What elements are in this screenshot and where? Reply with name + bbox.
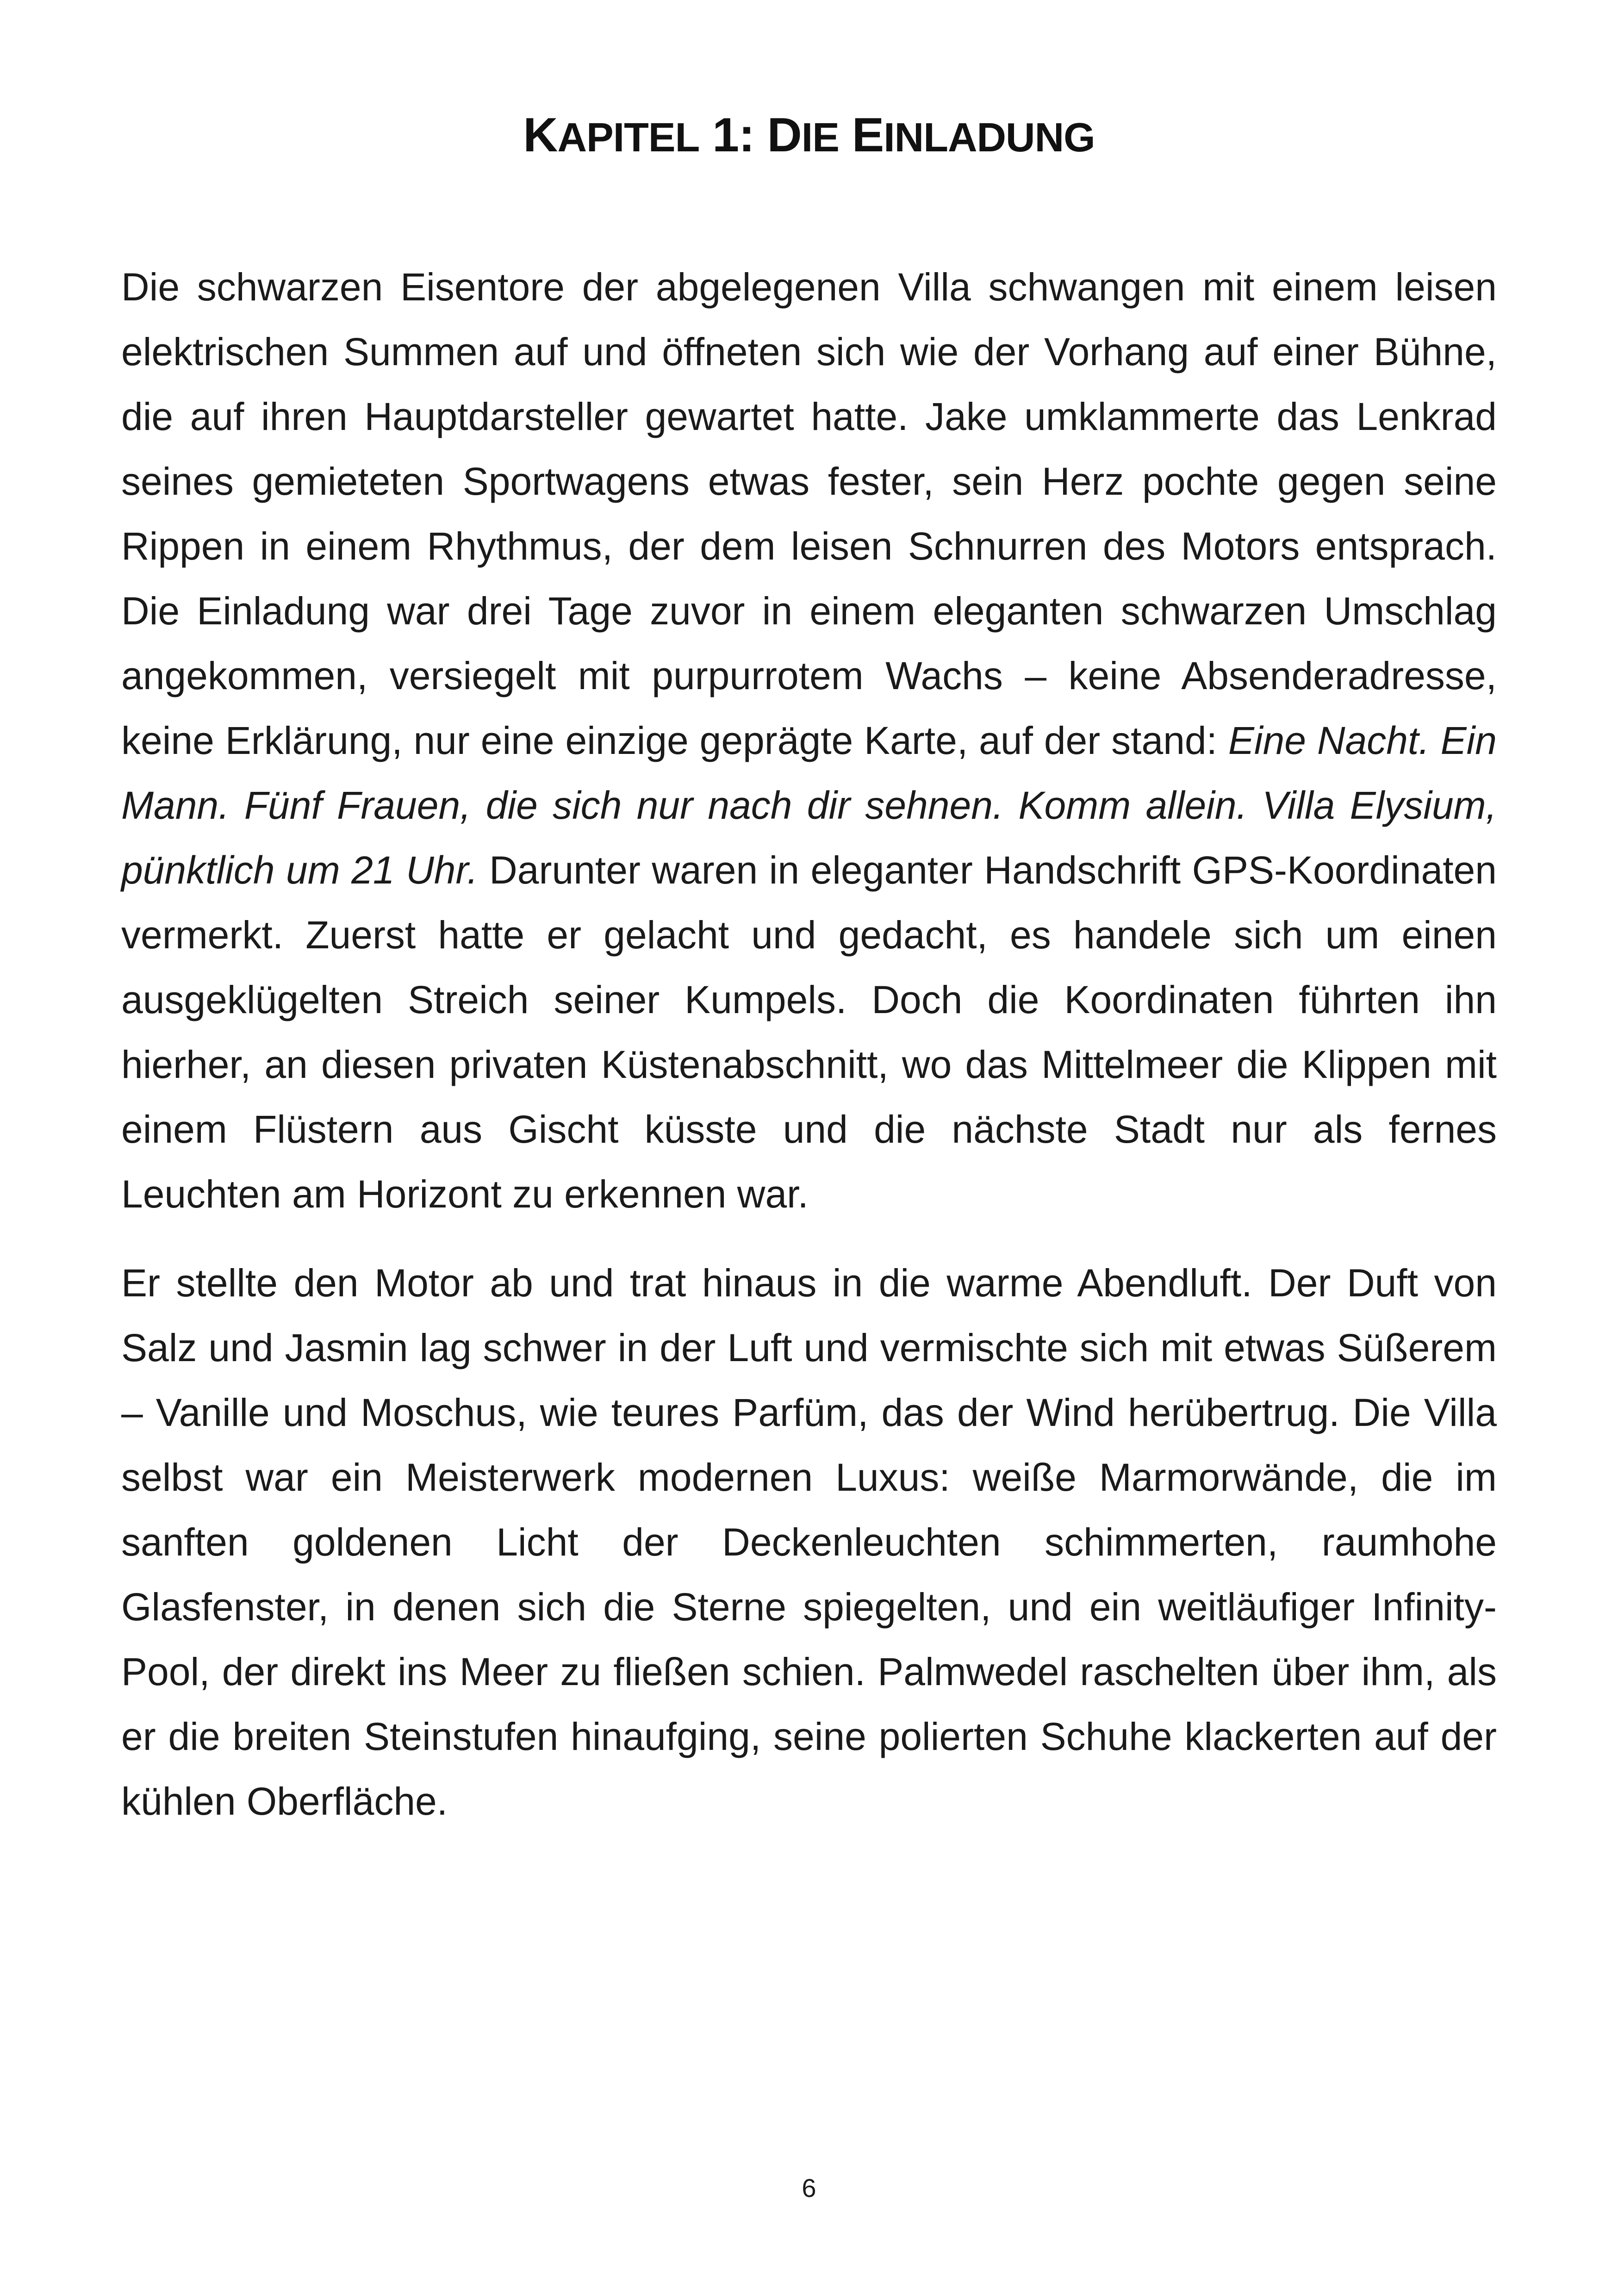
chapter-title-number: 1:	[699, 108, 767, 162]
paragraph-1-part2: Darunter waren in eleganter Handschrift GPS-Koordinaten vermerkt. Zuerst hatte er gelacht und gedacht, es handele sich um einen ausgeklügelten Streich seiner Kumpels. Doch die Koordinaten führten ihn hierher, an diesen privaten Küstenabschnitt, wo das Mittelmeer die Klippen mit einem Flüstern aus Gischt küsste und die nächste Stadt nur als fernes Leuchten am Horizont zu erkennen war.	[121, 848, 1497, 1216]
page-number: 6	[802, 2173, 816, 2203]
chapter-title-d: D	[767, 108, 802, 162]
paragraph-1	[121, 255, 1497, 1226]
chapter-title	[0, 103, 1618, 170]
chapter-title-space	[839, 108, 852, 162]
chapter-body	[121, 255, 1497, 1834]
paragraph-2: Er stellte den Motor ab und trat hinaus in die warme Abendluft. Der Duft von Salz und Jasmin lag schwer in der Luft und vermischte sich mit etwas Süßerem – Vanille und Moschus, wie teures Parfüm, das der Wind herübertrug. Die Villa selbst war ein Meisterwerk modernen Luxus: weiße Marmorwände, die im sanften goldenen Licht der Deckenleuchten schimmerten, raumhohe Glasfenster, in denen sich die Sterne spiegelten, und ein weitläufiger Infinity-Pool, der direkt ins Meer zu fließen schien. Palmwedel raschelten über ihm, als er die breiten Steinstufen hinaufging, seine polierten Schuhe klackerten auf der kühlen Oberfläche.	[121, 1261, 1497, 1823]
chapter-title-apitel: APITEL	[557, 114, 700, 160]
chapter-title-k: K	[523, 108, 558, 162]
paragraph-1-part1: Die schwarzen Eisentore der abgelegenen Villa schwangen mit einem leisen elektrischen Summen auf und öffneten sich wie der Vorhang auf einer Bühne, die auf ihren Hauptdarsteller gewartet hatte. Jake umklammerte das Lenkrad seines gemieteten Sportwagens etwas fester, sein Herz pochte gegen seine Rippen in einem Rhythmus, der dem leisen Schnurren des Motors entsprach. Die Einladung war drei Tage zuvor in einem eleganten schwarzen Umschlag angekommen, versiegelt mit purpurrotem Wachs – keine Absenderadresse, keine Erklärung, nur eine einzige geprägte Karte, auf der stand:	[121, 265, 1497, 762]
chapter-title-e: E	[852, 108, 884, 162]
invitation-card-text: Eine Nacht. Ein Mann. Fünf Frauen, die sich nur nach dir sehnen. Komm allein. Villa Elysium, pünktlich um 21 Uhr.	[121, 719, 1497, 892]
chapter-title-ie: IE	[801, 114, 839, 160]
chapter-title-inladung: INLADUNG	[884, 114, 1095, 160]
